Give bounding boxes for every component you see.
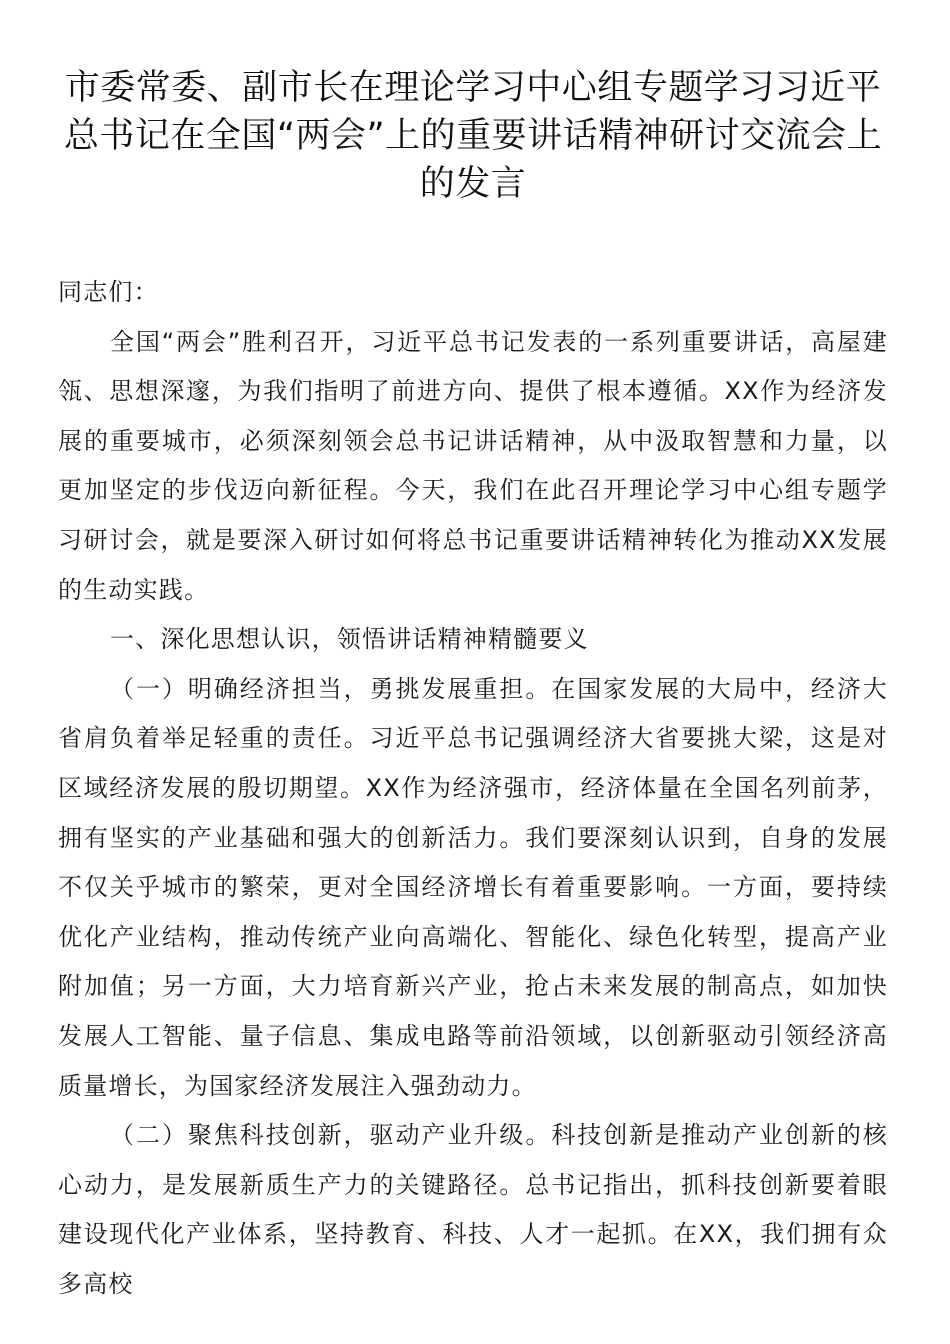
salutation: 同志们： [58,278,159,306]
paragraph-economic-responsibility: （一）明确经济担当，勇挑发展重担。在国家发展的大局中，经济大省肩负着举足轻重的责任。习近平总书记强调经济大省要挑大梁，这是对区域经济发展的殷切期望。XX作为经济强市，经济体量在全国名列前茅，拥有坚实的产业基础和强大的创新活力。我们要深刻认识到，自身的发展不仅关乎城市的繁荣，更对全国经济增长有着重要影响。一方面，要持续优化产业结构，推动传统产业向高端化、智能化、绿色化转型，提高产业附加值；另一方面，大力培育新兴产业，抢占未来发展的制高点，如加快发展人工智能、量子信息、集成电路等前沿领域，以创新驱动引领经济高质量增长，为国家经济发展注入强劲动力。 [58,674,888,1100]
document-body [58,268,888,1309]
intro-paragraph: 全国“两会”胜利召开，习近平总书记发表的一系列重要讲话，高屋建瓴、思想深邃，为我们指明了前进方向、提供了根本遵循。XX作为经济发展的重要城市，必须深刻领会总书记讲话精神，从中汲取智慧和力量，以更加坚定的步伐迈向新征程。今天，我们在此召开理论学习中心组专题学习研讨会，就是要深入研讨如何将总书记重要讲话精神转化为推动XX发展的生动实践。 [58,327,888,604]
section-heading: 一、深化思想认识，领悟讲话精神精髓要义 [110,625,589,654]
paragraph-tech-innovation: （二）聚焦科技创新，驱动产业升级。科技创新是推动产业创新的核心动力，是发展新质生产力的关键路径。总书记指出，抓科技创新要着眼建设现代化产业体系，坚持教育、科技、人才一起抓。在XX，我们拥有众多高校 [58,1121,888,1298]
document-title: 市委常委、副市长在理论学习中心组专题学习习近平总书记在全国“两会”上的重要讲话精神研讨交流会上的发言 [63,68,883,204]
